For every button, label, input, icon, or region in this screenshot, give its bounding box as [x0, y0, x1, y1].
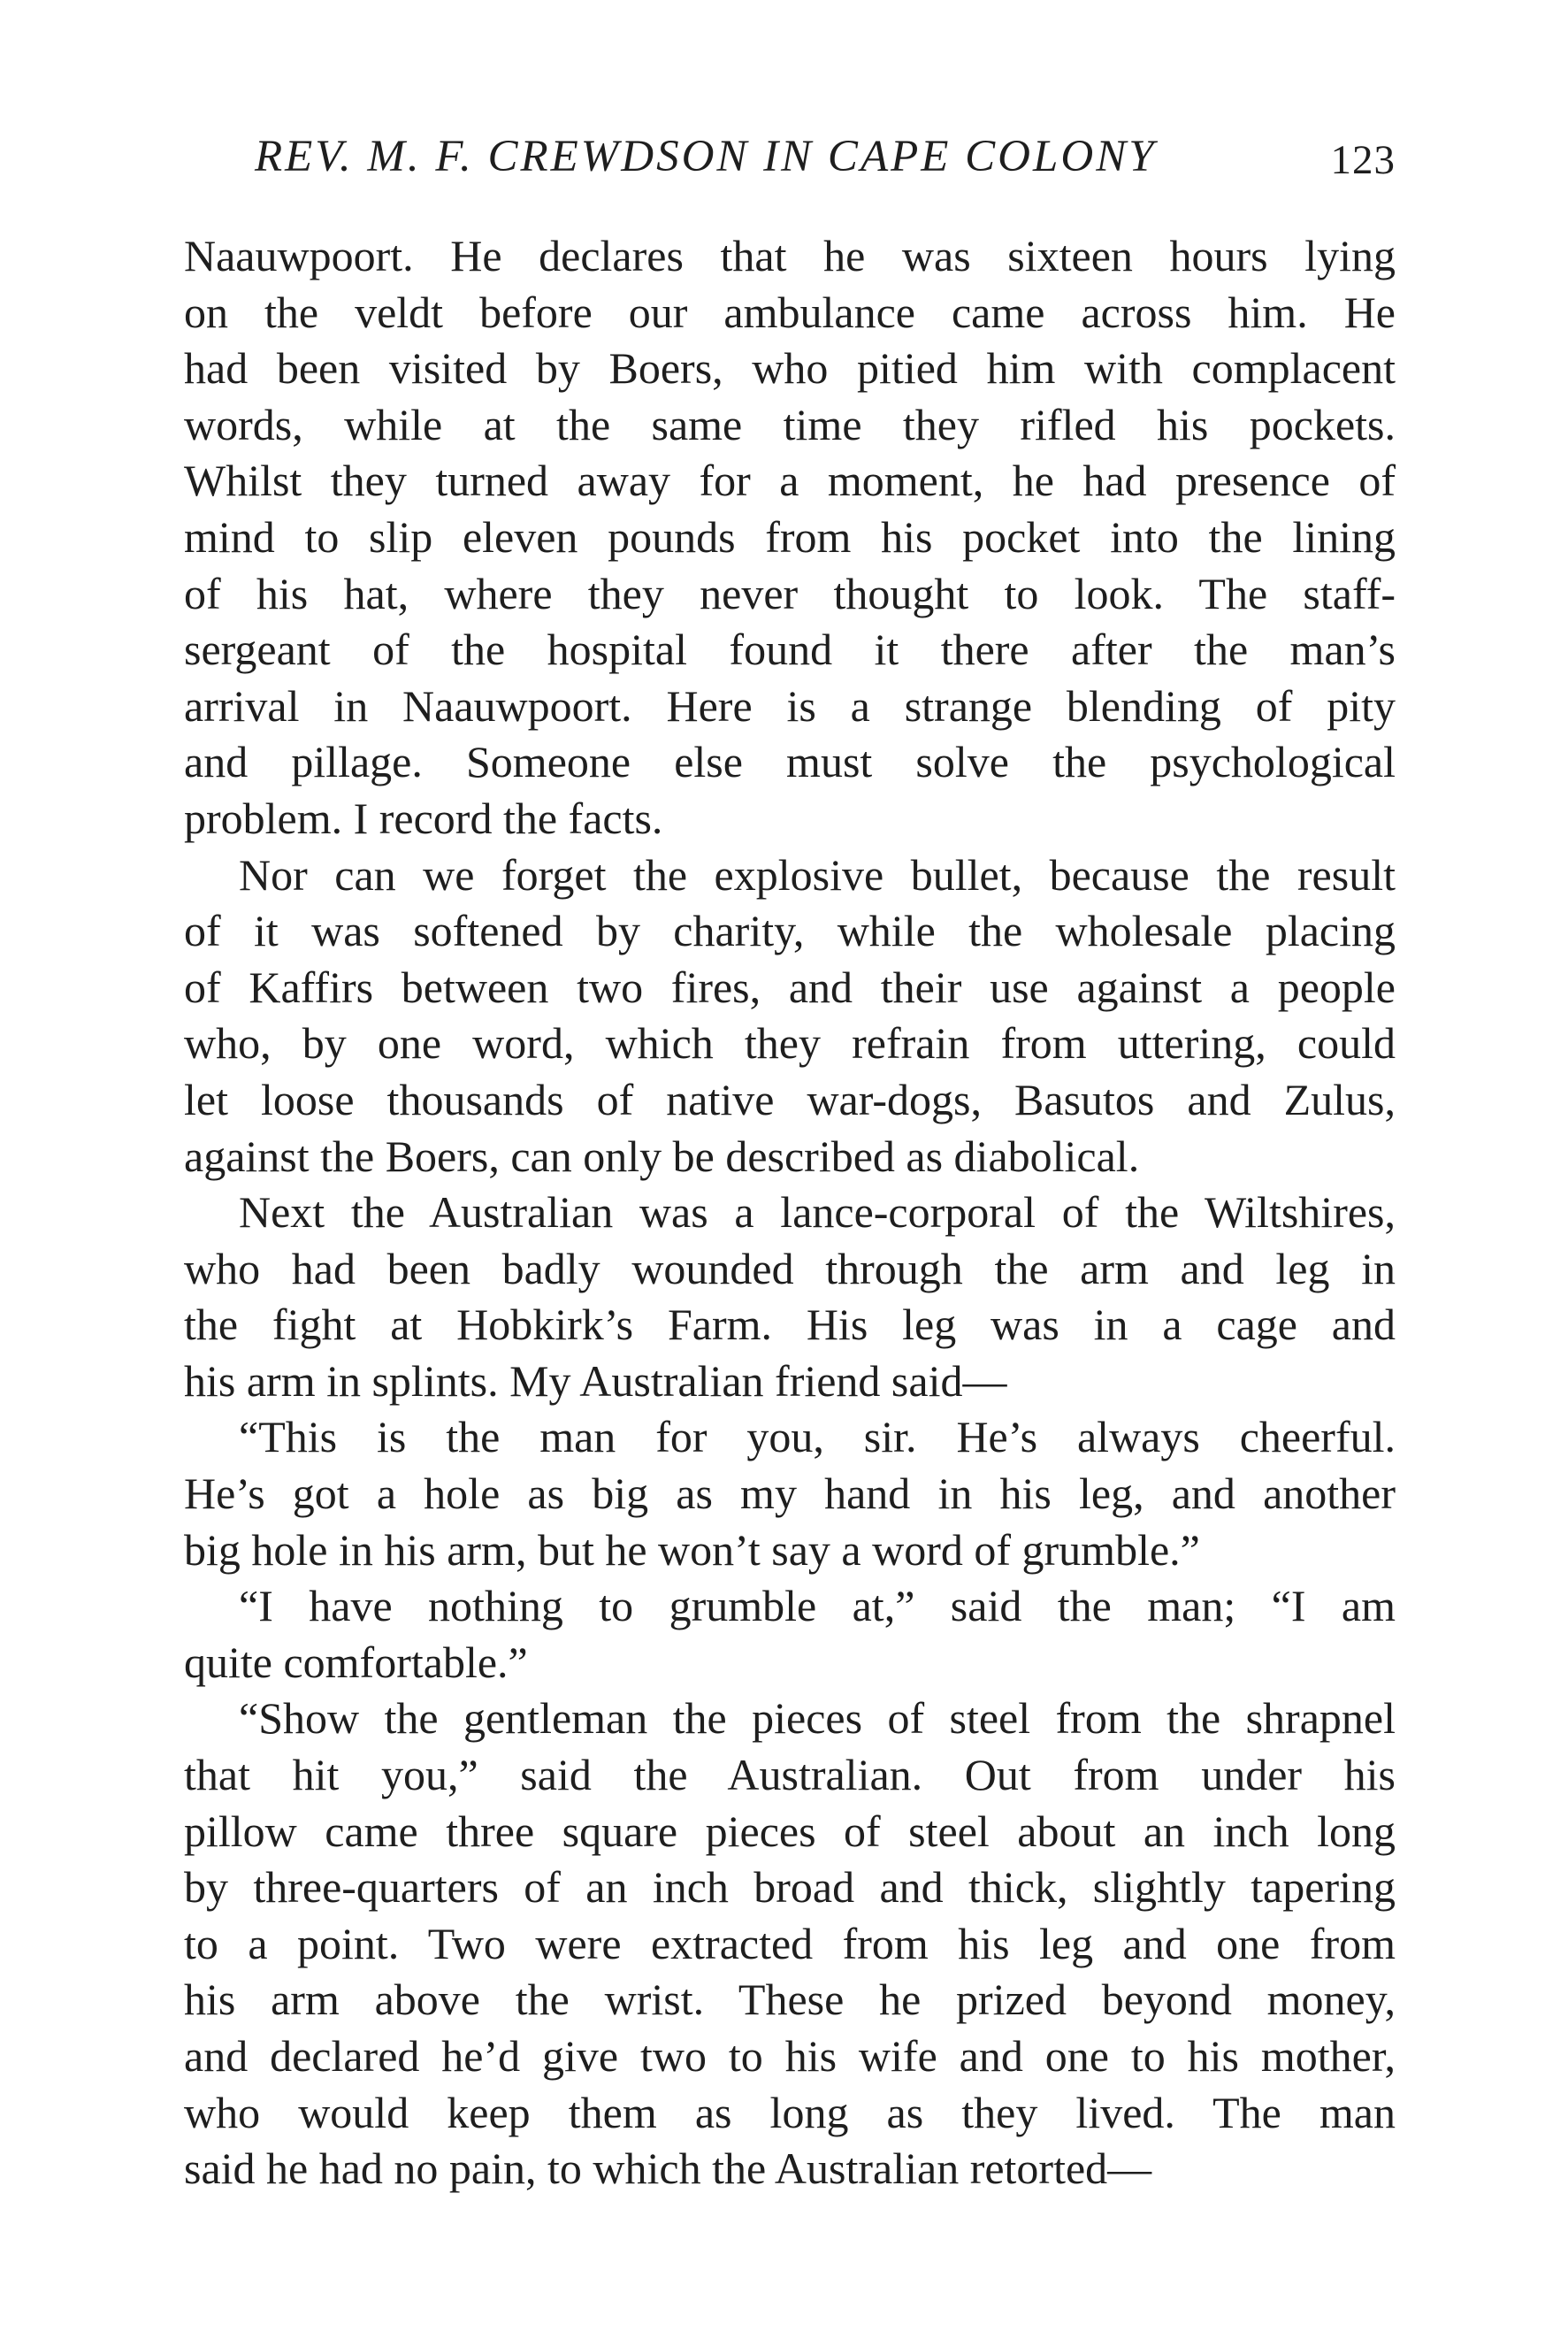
text-line: who would keep them as long as they lived. The man [184, 2087, 1396, 2137]
text-line: sergeant of the hospital found it there after the man’s [184, 625, 1396, 675]
text-line: against the Boers, can only be described as diabolical. [184, 1131, 1140, 1181]
text-line: big hole in his arm, but he won’t say a word of grumble.” [184, 1524, 1200, 1575]
text-line: and pillage. Someone else must solve the psychological [184, 737, 1396, 787]
text-line: to a point. Two were extracted from his leg and one from [184, 1918, 1396, 1968]
text-line: let loose thousands of native war-dogs, Basutos and Zulus, [184, 1074, 1396, 1124]
text-line: “I have nothing to grumble at,” said the man; “I am [239, 1581, 1396, 1631]
text-line: who, by one word, which they refrain from uttering, could [184, 1018, 1396, 1069]
text-line: Next the Australian was a lance-corporal of the Wiltshires, [239, 1187, 1396, 1238]
text-line: Nor can we forget the explosive bullet, because the result [239, 849, 1396, 900]
running-head [255, 131, 1396, 193]
text-line: arrival in Naauwpoort. Here is a strange blending of pity [184, 680, 1396, 731]
text-line: “This is the man for you, sir. He’s always cheerful. [239, 1412, 1396, 1462]
text-line: who had been badly wounded through the arm and leg in [184, 1243, 1396, 1293]
running-title: REV. M. F. CREWDSON IN CAPE COLONY [255, 132, 1157, 181]
text-line: his arm in splints. My Australian friend said— [184, 1355, 1007, 1406]
text-line: “Show the gentleman the pieces of steel from the shrapnel [239, 1693, 1396, 1744]
text-line: of it was softened by charity, while the wholesale placing [184, 906, 1396, 956]
text-line: of Kaffirs between two fires, and their use against a people [184, 962, 1396, 1012]
text-line: pillow came three square pieces of steel about an inch long [184, 1806, 1396, 1856]
text-line: problem. I record the facts. [184, 793, 663, 843]
body-text [184, 228, 1396, 2197]
text-line: Whilst they turned away for a moment, he had presence of [184, 456, 1396, 506]
text-line: on the veldt before our ambulance came across him. He [184, 287, 1396, 337]
text-line: had been visited by Boers, who pitied him with complacent [184, 343, 1396, 394]
text-line: words, while at the same time they rifled his pockets. [184, 399, 1396, 449]
text-line: of his hat, where they never thought to look. The staff- [184, 568, 1396, 618]
text-line: mind to slip eleven pounds from his pocket into the lining [184, 511, 1396, 562]
text-line: that hit you,” said the Australian. Out from under his [184, 1750, 1396, 1800]
page-number: 123 [1330, 137, 1396, 183]
text-line: He’s got a hole as big as my hand in his leg, and another [184, 1469, 1396, 1519]
text-line: quite comfortable.” [184, 1637, 528, 1687]
text-line: and declared he’d give two to his wife and one to his mother, [184, 2031, 1396, 2081]
text-line: said he had no pain, to which the Australian retorted— [184, 2143, 1152, 2194]
text-line: by three-quarters of an inch broad and thick, slightly tapering [184, 1862, 1396, 1913]
text-line: Naauwpoort. He declares that he was sixteen hours lying [184, 231, 1396, 280]
text-line: the fight at Hobkirk’s Farm. His leg was in a cage and [184, 1300, 1396, 1350]
text-line: his arm above the wrist. These he prized beyond money, [184, 1975, 1396, 2025]
